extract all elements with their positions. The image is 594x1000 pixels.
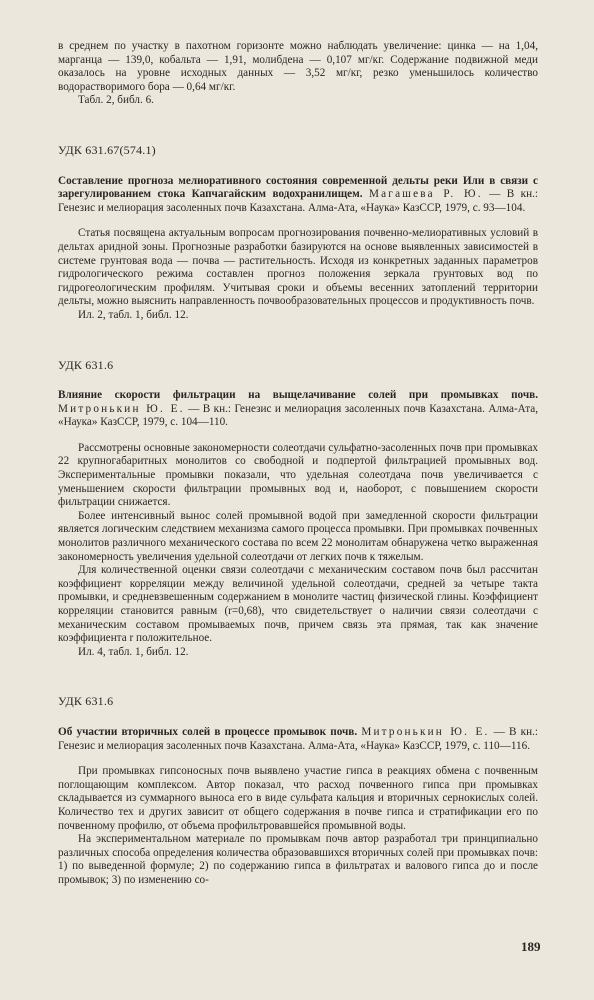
abstract-title	[58, 726, 538, 753]
page-number: 189	[521, 939, 541, 954]
udk-code: УДК 631.6	[58, 694, 114, 709]
intro-refs: Табл. 2, библ. 6.	[78, 94, 154, 107]
abstract-refs: Ил. 2, табл. 1, библ. 12.	[78, 308, 189, 321]
abstract-paragraph: При промывках гипсоносных почв выявлено участие гипса в реакциях обмена с почвенным поглощающим комплексом. Автор показал, что расход почвенного гипса при промывках складывается из суммарного выноса его в виде сульфата кальция и вторичных сернокислых солей. Количество тех и других зависит от общего содержания в почве гипса и стратификации его по почвенному профилю, от объема профильтровавшейся промывной воды.	[58, 765, 538, 832]
source-citation: — В кн.: Генезис и мелиорация засоленных почв Казахстана. Алма-Ата, «Наука» КазССР, 1979, с. 104—110.	[58, 402, 538, 429]
udk-code: УДК 631.67(574.1)	[58, 142, 156, 157]
abstract-entry-3	[58, 695, 538, 887]
abstract-paragraph: Рассмотрены основные закономерности солеотдачи сульфатно-засоленных почв при промывках 22 крупногабаритных монолитов со свободной и подпертой фильтрацией промывных вод. Экспериментальные промывки показали, что удельная солеотдача почв увеличивается с уменьшением скорости фильтрации промывных вод и, наоборот, с повышением скорости фильтрации снижается.	[58, 441, 538, 509]
intro-paragraph: в среднем по участку в пахотном горизонте можно наблюдать увеличение: цинка — на 1,04, марганца — 139,0, кобальта — 1,91, молибдена — 0,107 мг/кг. Содержание подвижной меди оказалось на уровне исходных данных — 3,52 мг/кг, резко уменьшилось количество водорастворимого бора — 0,64 мг/кг.	[58, 40, 538, 93]
author-name: Митронькин Ю. Е.	[58, 402, 185, 415]
abstract-title	[58, 389, 538, 430]
title-text: Влияние скорости фильтрации на выщелачивание солей при промывках почв.	[58, 389, 538, 402]
author-name: Митронькин Ю. Е.	[361, 725, 490, 738]
abstract-entry-1	[58, 144, 538, 323]
title-text: Составление прогноза мелиоративного состояния современной дельты реки Или в связи с зарегулированием стока Капчагайским водохранилищем.	[58, 174, 538, 201]
abstract-paragraph: Статья посвящена актуальным вопросам прогнозирования почвенно-мелиоративных условий в дельтах аридной зоны. Прогнозные разработки базируются на основе выявленных зависимостей в системе грунтовая вода — почва — растительность. Исходя из конкретных заданных параметров гидрологического режима составлен прогноз положения зеркала грунтовых вод по гидрогеологическим профилям. Учитывая сроки и объемы весенних затоплений территории дельты, можно выяснить направленность почвообразовательных процессов и продуктивность почв.	[58, 227, 538, 308]
author-name: Магашева Р. Ю.	[368, 188, 483, 201]
abstract-entry-2	[58, 359, 538, 660]
abstract-refs: Ил. 4, табл. 1, библ. 12.	[78, 645, 189, 658]
abstract-paragraph: На экспериментальном материале по промывкам почв автор разработал три принципиально различных способа определения количества образовавшихся вторичных солей при промывках почв: 1) по выведенной формуле; 2) по содержанию гипса в фильтратах и валового гипса до и после промывок; 3) по изменению со-	[58, 833, 538, 886]
abstract-paragraph: Для количественной оценки связи солеотдачи с механическим составом почв был рассчитан коэффициент корреляции между величиной удельной солеотдачи, средней за четыре такта промывки, и средневзвешенным содержанием в монолите частиц физической глины. Коэффициент корреляции становится равным (r=0,68), что свидетельствует о наличии связи солеотдачи с механическим составом промываемых почв, причем связь эта прямая, так как значение коэффициента r положительное.	[58, 564, 538, 645]
abstract-title	[58, 175, 538, 216]
udk-code: УДК 631.6	[58, 357, 114, 372]
title-text: Об участии вторичных солей в процессе промывок почв.	[58, 725, 358, 738]
source-citation: — В кн.: Генезис и мелиорация засоленных почв Казахстана. Алма-Ата, «Наука» КазССР, 1979, с. 110—116.	[58, 725, 539, 752]
source-citation: — В кн.: Генезис и мелиорация засоленных почв Казахстана. Алма-Ата, «Наука» КазССР, 1979, с. 93—104.	[58, 188, 538, 214]
abstract-paragraph: Более интенсивный вынос солей промывной водой при замедленной скорости фильтрации является логическим следствием механизма самого процесса промывки. При промывках почвенных монолитов различного механического состава по всем 22 монолитам обнаружена четко выраженная закономерность увеличения удельной солеотдачи от легких почв к тяжелым.	[58, 509, 538, 563]
